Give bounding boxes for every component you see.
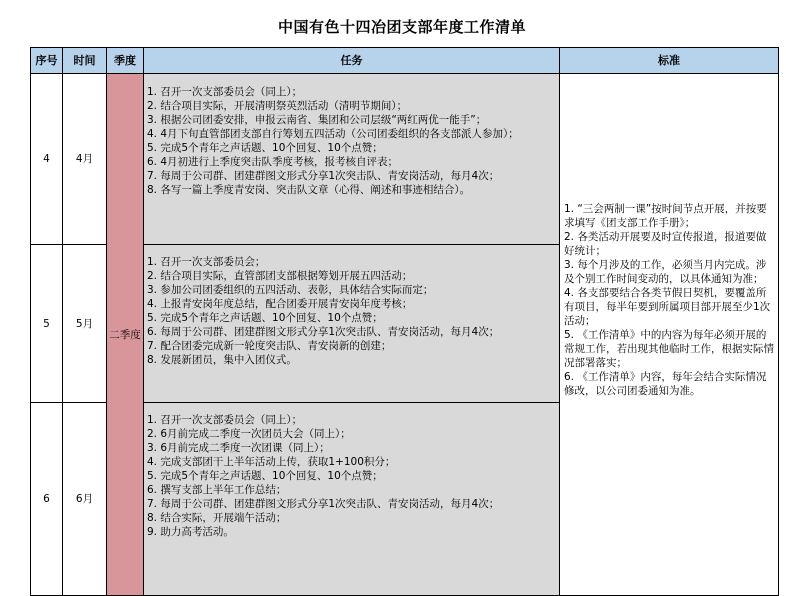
task-item: 3. 根据公司团委安排，申报云南省、集团和公司层级“两红两优一能手”；	[147, 114, 487, 126]
row-month: 5月	[63, 245, 107, 403]
standard-cell	[560, 74, 779, 596]
standard-item: 4. 各支部要结合各类节假日契机，要覆盖所有项目，每半年要到所属项目部开展至少1次活动；	[564, 287, 771, 327]
task-item: 8. 发展新团员，集中入团仪式。	[147, 354, 297, 366]
task-item: 3. 参加公司团委组织的五四活动、表彰，具体结合实际而定；	[147, 284, 434, 296]
task-item: 1. 召开一次支部委员会（同上）；	[147, 414, 303, 426]
work-list-table	[30, 47, 779, 596]
task-cell	[144, 245, 560, 403]
header-task: 任务	[144, 48, 560, 74]
task-item: 6. 每周于公司群、团建群图文形式分享1次突击队、青安岗活动，每月4次；	[147, 326, 500, 338]
header-standard: 标准	[560, 48, 779, 74]
task-item: 6. 4月初进行上季度突击队季度考核，报考核自评表；	[147, 156, 399, 168]
row-no: 4	[31, 74, 63, 245]
task-item: 5. 完成5个青年之声话题、10个回复、10个点赞；	[147, 470, 383, 482]
task-item: 2. 结合项目实际，开展清明祭英烈活动（清明节期间）；	[147, 100, 408, 112]
task-cell	[144, 74, 560, 245]
standard-item: 6. 《工作清单》内容，每年会结合实际情况修改，以公司团委通知为准。	[564, 371, 767, 397]
task-item: 1. 召开一次支部委员会；	[147, 256, 266, 268]
page-title: 中国有色十四冶团支部年度工作清单	[277, 18, 526, 36]
task-item: 5. 完成5个青年之声话题、10个回复、10个点赞；	[147, 312, 383, 324]
row-month: 6月	[63, 403, 107, 596]
header-season: 季度	[107, 48, 144, 74]
task-item: 6. 撰写支部上半年工作总结；	[147, 484, 287, 496]
row-month: 4月	[63, 74, 107, 245]
row-no: 5	[31, 245, 63, 403]
task-item: 7. 配合团委完成新一轮度突击队、青安岗新的创建；	[147, 340, 392, 352]
task-item: 2. 6月前完成二季度一次团员大会（同上）；	[147, 428, 351, 440]
task-item: 1. 召开一次支部委员会（同上）；	[147, 86, 303, 98]
task-item: 7. 每周于公司群、团建群图文形式分享1次突击队、青安岗活动，每月4次；	[147, 498, 500, 510]
task-item: 2. 结合项目实际，直管部团支部根据筹划开展五四活动；	[147, 270, 413, 282]
task-item: 4. 完成支部团干上半年活动上传，获取1+100积分；	[147, 456, 396, 468]
task-item: 9. 助力高考活动。	[147, 526, 234, 538]
standard-item: 3. 每个月涉及的工作，必须当月内完成。涉及个别工作时间变动的，以具体通知为准；	[564, 259, 767, 285]
task-cell	[144, 403, 560, 596]
task-item: 8. 各写一篇上季度青安岗、突击队文章（心得、阐述和事迹相结合）。	[147, 184, 471, 196]
standard-item: 5. 《工作清单》中的内容为每年必须开展的常规工作，若出现其他临时工作，根据实际情况部署落实；	[564, 329, 774, 369]
standard-item: 2. 各类活动开展要及时宣传报道，报道要做好统计；	[564, 231, 767, 257]
task-item: 4. 4月下旬直管部团支部自行筹划五四活动（公司团委组织的各支部派人参加）；	[147, 128, 519, 140]
task-item: 3. 6月前完成二季度一次团课（同上）；	[147, 442, 330, 454]
header-row	[31, 48, 779, 74]
table-row	[31, 74, 779, 245]
task-item: 7. 每周于公司群、团建群图文形式分享1次突击队、青安岗活动，每月4次；	[147, 170, 500, 182]
task-item: 5. 完成5个青年之声话题、10个回复、10个点赞；	[147, 142, 383, 154]
row-no: 6	[31, 403, 63, 596]
task-item: 4. 上报青安岗年度总结，配合团委开展青安岗年度考核；	[147, 298, 413, 310]
task-item: 8. 结合实际，开展端午活动；	[147, 512, 287, 524]
header-no: 序号	[31, 48, 63, 74]
standard-item: 1. “三会两制一课”按时间节点开展，并按要求填写《团支部工作手册》；	[564, 203, 767, 229]
season-cell: 二季度	[107, 74, 144, 596]
header-time: 时间	[63, 48, 107, 74]
